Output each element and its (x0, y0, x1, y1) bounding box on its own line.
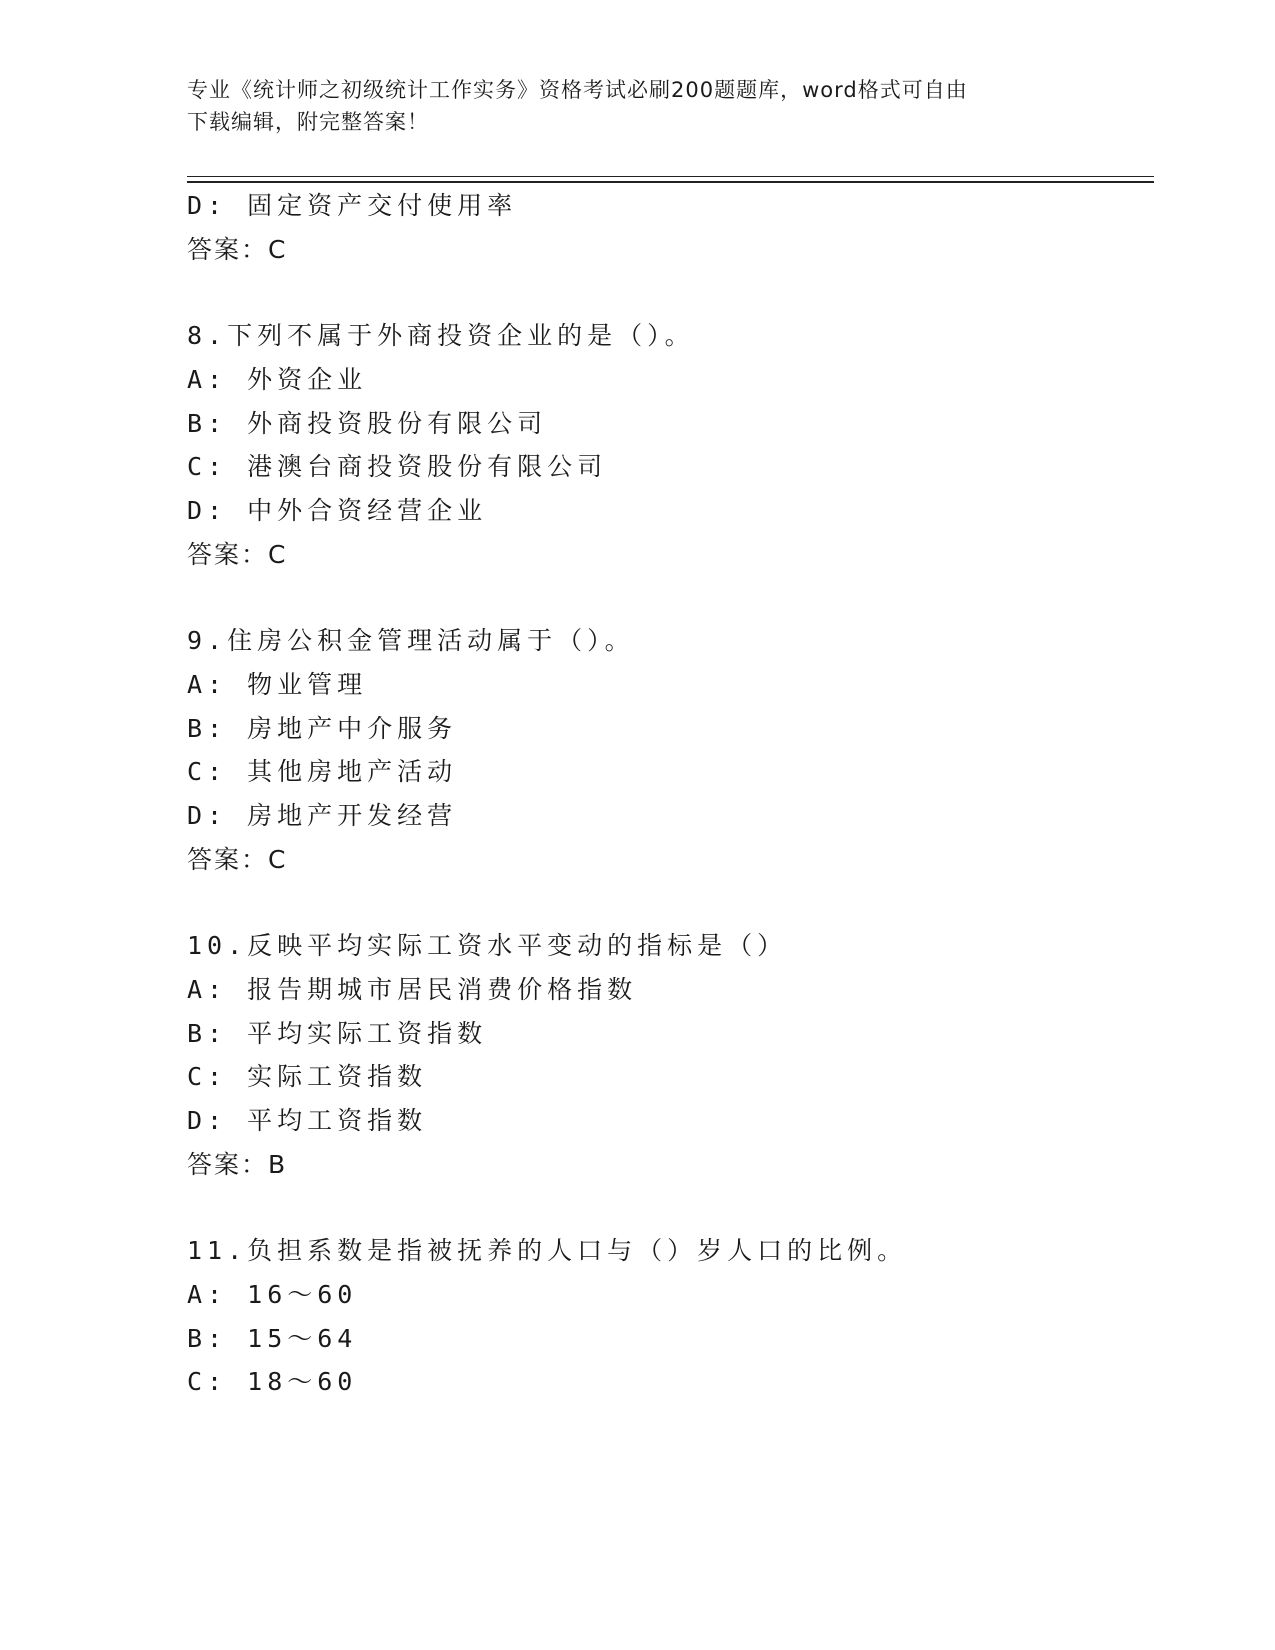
answer: 答案：C (187, 235, 288, 264)
document-header (187, 74, 1087, 138)
answer: 答案：B (187, 1150, 288, 1179)
answer: 答案：C (187, 540, 288, 569)
option-c: C: 港澳台商投资股份有限公司 (187, 452, 608, 481)
option-b: B: 房地产中介服务 (187, 714, 458, 743)
option-b: B: 15～64 (187, 1324, 358, 1353)
option-d: D: 房地产开发经营 (187, 801, 458, 830)
question-stem: 10.反映平均实际工资水平变动的指标是（） (187, 931, 788, 960)
header-line-1: 专业《统计师之初级统计工作实务》资格考试必刷200题题库，word格式可自由 (187, 78, 968, 102)
question-stem: 8.下列不属于外商投资企业的是（）。 (187, 321, 695, 350)
option-d: D: 固定资产交付使用率 (187, 191, 518, 220)
option-c: C: 18～60 (187, 1367, 358, 1396)
question-stem: 9.住房公积金管理活动属于（）。 (187, 626, 635, 655)
option-b: B: 外商投资股份有限公司 (187, 409, 548, 438)
option-a: A: 物业管理 (187, 670, 368, 699)
option-b: B: 平均实际工资指数 (187, 1019, 488, 1048)
header-rule-thick (187, 181, 1154, 183)
option-c: C: 实际工资指数 (187, 1062, 428, 1091)
header-line-2: 下载编辑，附完整答案！ (187, 110, 429, 134)
option-a: A: 16～60 (187, 1280, 358, 1309)
option-a: A: 报告期城市居民消费价格指数 (187, 975, 638, 1004)
option-c: C: 其他房地产活动 (187, 757, 458, 786)
option-d: D: 中外合资经营企业 (187, 496, 488, 525)
header-rule-thin (187, 176, 1154, 177)
question-stem: 11.负担系数是指被抚养的人口与（）岁人口的比例。 (187, 1236, 908, 1265)
option-a: A: 外资企业 (187, 365, 368, 394)
option-d: D: 平均工资指数 (187, 1106, 428, 1135)
answer: 答案：C (187, 845, 288, 874)
